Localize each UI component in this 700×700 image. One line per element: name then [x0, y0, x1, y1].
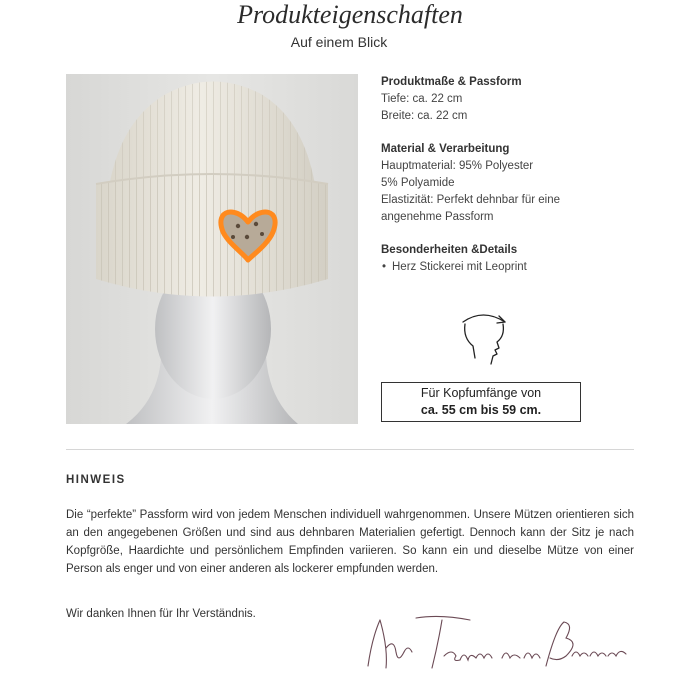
dimension-width: Breite: ca. 22 cm [381, 110, 468, 122]
details-heading: Besonderheiten &Details [381, 244, 518, 256]
signature-script [360, 608, 640, 683]
material-line: 5% Polyamide [381, 177, 455, 189]
material-heading: Material & Verarbeitung [381, 143, 510, 155]
page-title: Produkteigenschaften [237, 0, 463, 29]
page-subtitle: Auf einem Blick [290, 34, 388, 50]
size-box-line1: Für Kopfumfänge von [420, 386, 542, 400]
specs-panel [381, 74, 631, 276]
head-size-box [381, 382, 581, 422]
notice-paragraph: Die “perfekte” Passform wird von jedem Menschen individuell wahrgenommen. Unsere Mützen orientieren sich an den angegebenen Größen und sind aus dehnbaren Materialien gefertigt. Dennoch kann der Sitz je nach Kopfgröße, Haardichte und persönlichem Empfinden variieren. So kann ein und dieselbe Mütze von einer Person als enger und von einer anderen als lockerer empfunden werden. [66, 509, 634, 575]
product-photo [66, 74, 358, 424]
material-line: Elastizität: Perfekt dehnbar für eine [381, 194, 560, 206]
material-line: Hauptmaterial: 95% Polyester [381, 160, 534, 172]
section-divider [66, 449, 634, 450]
dimension-depth: Tiefe: ca. 22 cm [381, 93, 463, 105]
size-box-line2: ca. 55 cm bis 59 cm. [420, 403, 542, 417]
notice-thanks: Wir danken Ihnen für Ihr Verständnis. [66, 608, 256, 620]
dimensions-heading: Produktmaße & Passform [381, 76, 522, 88]
details-bullet: • Herz Stickerei mit Leoprint [381, 259, 631, 276]
notice-heading: HINWEIS [66, 474, 126, 486]
material-line: angenehme Passform [381, 211, 494, 223]
head-measure-icon [453, 308, 513, 373]
